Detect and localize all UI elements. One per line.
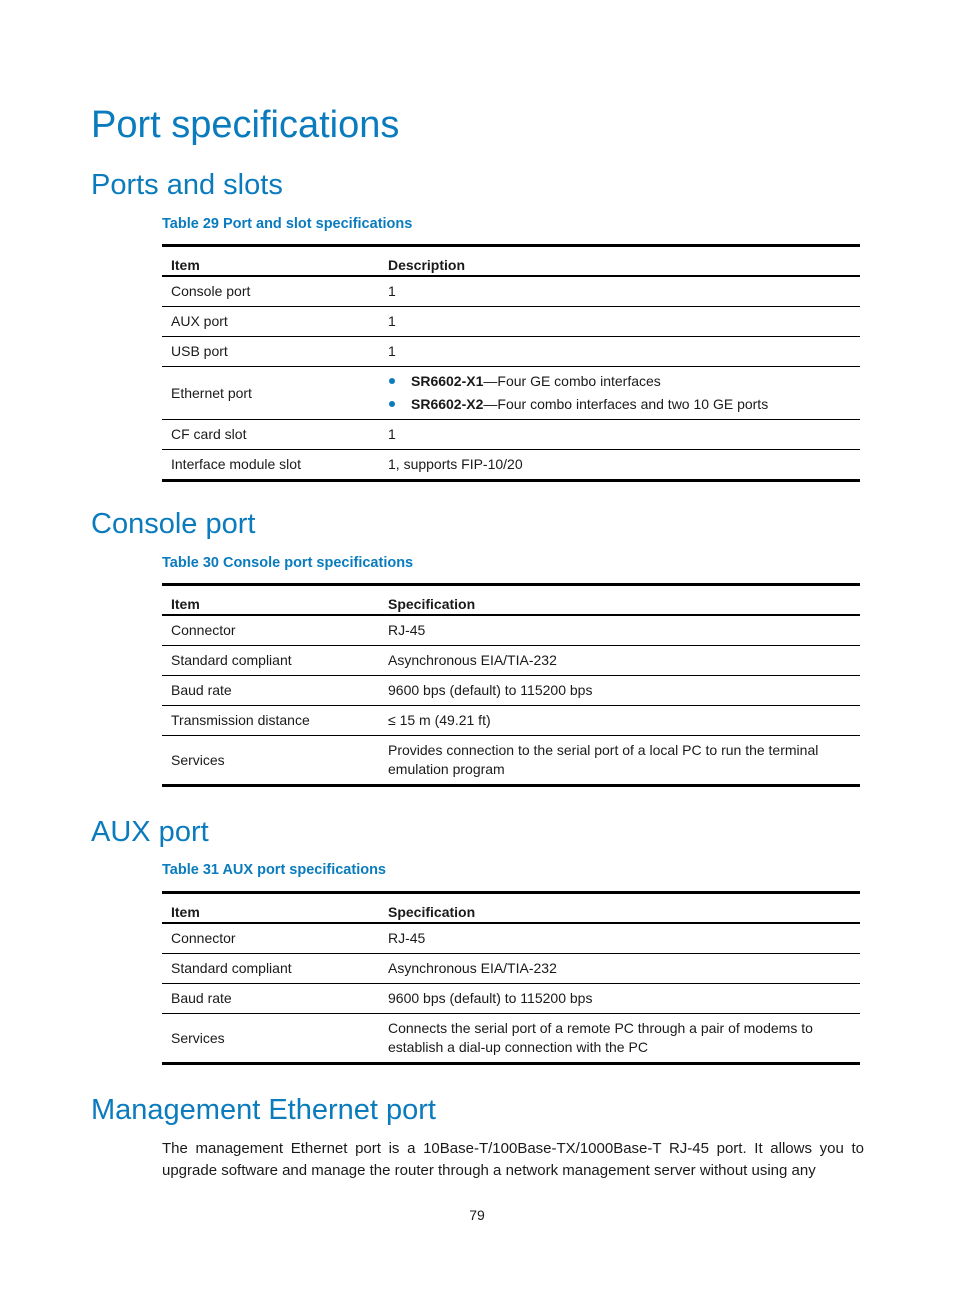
column-header-description: Description <box>379 246 860 277</box>
row-item: Standard compliant <box>162 954 379 984</box>
row-item: Connector <box>162 923 379 954</box>
model-name: SR6602-X2 <box>411 396 484 412</box>
row-item: Services <box>162 736 379 786</box>
row-item: Services <box>162 1014 379 1064</box>
page-number: 79 <box>469 1207 485 1223</box>
row-item: Transmission distance <box>162 706 379 736</box>
row-specification: RJ-45 <box>379 923 860 954</box>
table-row <box>162 954 860 984</box>
column-header-item: Item <box>162 246 379 277</box>
row-item: Console port <box>162 276 379 307</box>
list-item <box>388 370 851 393</box>
table-row <box>162 923 860 954</box>
row-item: Ethernet port <box>162 367 379 420</box>
row-specification: Asynchronous EIA/TIA-232 <box>379 646 860 676</box>
model-name: SR6602-X1 <box>411 373 484 389</box>
row-specification: Asynchronous EIA/TIA-232 <box>379 954 860 984</box>
row-specification: 9600 bps (default) to 115200 bps <box>379 676 860 706</box>
bullet-icon <box>389 378 395 384</box>
management-ethernet-paragraph: The management Ethernet port is a 10Base-T/100Base-TX/1000Base-T RJ-45 port. It allows you to upgrade software and manage the router through a network management server without using any <box>162 1140 864 1179</box>
row-item: Standard compliant <box>162 646 379 676</box>
row-description: 1 <box>379 337 860 367</box>
table-row <box>162 676 860 706</box>
row-item: Interface module slot <box>162 450 379 481</box>
table-caption-29: Table 29 Port and slot specifications <box>162 216 413 232</box>
row-description: 1 <box>379 307 860 337</box>
table-row <box>162 1014 860 1064</box>
row-description: 1 <box>379 420 860 450</box>
aux-port-table <box>162 891 860 1065</box>
row-item: Baud rate <box>162 676 379 706</box>
row-item: USB port <box>162 337 379 367</box>
row-specification: Connects the serial port of a remote PC through a pair of modems to establish a dial-up connection with the PC <box>379 1014 860 1064</box>
table-row <box>162 367 860 420</box>
model-description: —Four GE combo interfaces <box>483 373 661 389</box>
table-row <box>162 276 860 307</box>
row-description: 1 <box>379 276 860 307</box>
section-heading-ports-and-slots: Ports and slots <box>91 169 283 201</box>
table-row <box>162 337 860 367</box>
row-description: 1, supports FIP-10/20 <box>379 450 860 481</box>
section-heading-aux-port: AUX port <box>91 816 209 848</box>
table-caption-30: Table 30 Console port specifications <box>162 555 414 571</box>
row-description <box>379 367 860 420</box>
table-row <box>162 984 860 1014</box>
row-specification: RJ-45 <box>379 615 860 646</box>
bullet-icon <box>389 401 395 407</box>
console-port-table <box>162 583 860 787</box>
row-specification: 9600 bps (default) to 115200 bps <box>379 984 860 1014</box>
table-row <box>162 736 860 786</box>
page-title: Port specifications <box>91 104 400 146</box>
row-item: Baud rate <box>162 984 379 1014</box>
row-item: AUX port <box>162 307 379 337</box>
row-specification: Provides connection to the serial port of a local PC to run the terminal emulation program <box>379 736 860 786</box>
row-item: CF card slot <box>162 420 379 450</box>
port-slot-table <box>162 244 860 482</box>
column-header-specification: Specification <box>379 893 860 924</box>
ethernet-port-list <box>388 370 851 416</box>
section-heading-management-ethernet-port: Management Ethernet port <box>91 1094 436 1126</box>
row-item: Connector <box>162 615 379 646</box>
list-item <box>388 393 851 416</box>
section-heading-console-port: Console port <box>91 508 256 540</box>
column-header-specification: Specification <box>379 585 860 616</box>
table-row <box>162 615 860 646</box>
table-row <box>162 450 860 481</box>
table-row <box>162 420 860 450</box>
model-description: —Four combo interfaces and two 10 GE ports <box>483 396 769 412</box>
table-row <box>162 307 860 337</box>
row-specification: ≤ 15 m (49.21 ft) <box>379 706 860 736</box>
table-caption-31: Table 31 AUX port specifications <box>162 862 386 878</box>
table-row <box>162 646 860 676</box>
column-header-item: Item <box>162 893 379 924</box>
table-row <box>162 706 860 736</box>
column-header-item: Item <box>162 585 379 616</box>
